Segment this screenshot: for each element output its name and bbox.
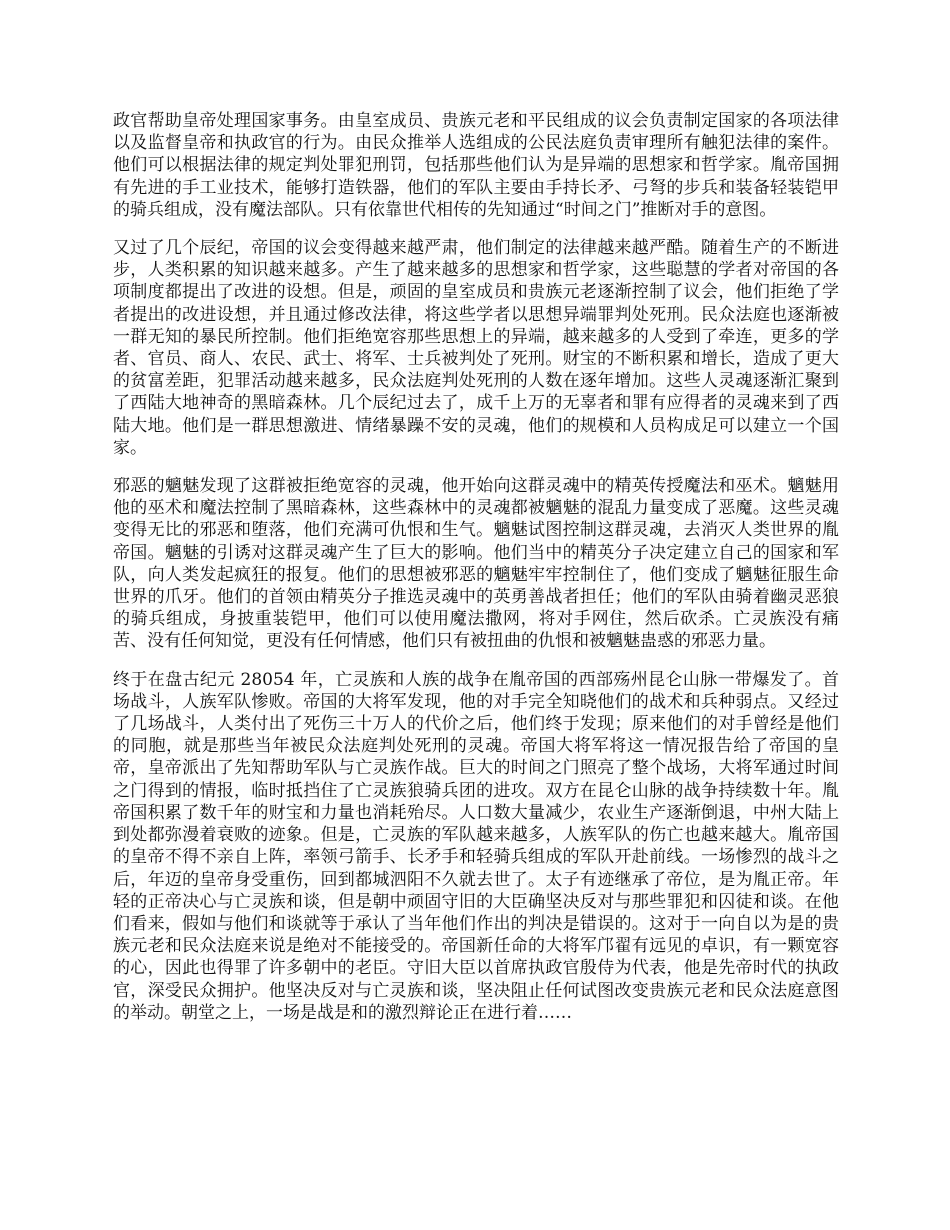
- paragraph-3: 邪恶的魑魅发现了这群被拒绝宽容的灵魂，他开始向这群灵魂中的精英传授魔法和巫术。魑魅用他的巫术和魔法控制了黑暗森林，这些森林中的灵魂都被魑魅的混乱力量变成了恶魔。这些灵魂变得无比的邪恶和堕落，他们充满可仇恨和生气。魑魅试图控制这群灵魂，去消灭人类世界的胤帝国。魑魅的引诱对这群灵魂产生了巨大的影响。他们当中的精英分子决定建立自己的国家和军队，向人类发起疯狂的报复。他们的思想被邪恶的魑魅牢牢控制住了，他们变成了魑魅征服生命世界的爪牙。他们的首领由精英分子推选灵魂中的英勇善战者担任；他们的军队由骑着幽灵恶狼的骑兵组成，身披重装铠甲，他们可以使用魔法撒网，将对手网住，然后砍杀。亡灵族没有痛苦、没有任何知觉，更没有任何情感，他们只有被扭曲的仇恨和被魑魅蛊惑的邪恶力量。: [113, 476, 839, 652]
- paragraph-2: 又过了几个辰纪，帝国的议会变得越来越严肃，他们制定的法律越来越严酷。随着生产的不断进步，人类积累的知识越来越多。产生了越来越多的思想家和哲学家，这些聪慧的学者对帝国的各项制度都提出了改进的设想。但是，顽固的皇室成员和贵族元老逐渐控制了议会，他们拒绝了学者提出的改进设想，并且通过修改法律，将这些学者以思想异端罪判处死刑。民众法庭也逐渐被一群无知的暴民所控制。他们拒绝宽容那些思想上的异端，越来越多的人受到了牵连，更多的学者、官员、商人、农民、武士、将军、士兵被判处了死刑。财宝的不断积累和增长，造成了更大的贫富差距，犯罪活动越来越多，民众法庭判处死刑的人数在逐年增加。这些人灵魂逐渐汇聚到了西陆大地神奇的黑暗森林。几个辰纪过去了，成千上万的无辜者和罪有应得者的灵魂来到了西陆大地。他们是一群思想激进、情绪暴躁不安的灵魂，他们的规模和人员构成足可以建立一个国家。: [113, 238, 839, 458]
- paragraph-4: 终于在盘古纪元 28054 年，亡灵族和人族的战争在胤帝国的西部殇州昆仑山脉一带爆发了。首场战斗，人族军队惨败。帝国的大将军发现，他的对手完全知晓他们的战术和兵种弱点。又经过了几场战斗，人类付出了死伤三十万人的代价之后，他们终于发现；原来他们的对手曾经是他们的同胞，就是那些当年被民众法庭判处死刑的灵魂。帝国大将军将这一情况报告给了帝国的皇帝，皇帝派出了先知帮助军队与亡灵族作战。巨大的时间之门照亮了整个战场，大将军通过时间之门得到的情报，临时抵挡住了亡灵族狼骑兵团的进攻。双方在昆仑山脉的战争持续数十年。胤帝国积累了数千年的财宝和力量也消耗殆尽。人口数大量减少，农业生产逐渐倒退，中州大陆上到处都弥漫着衰败的迹象。但是，亡灵族的军队越来越多，人族军队的伤亡也越来越大。胤帝国的皇帝不得不亲自上阵，率领弓箭手、长矛手和轻骑兵组成的军队开赴前线。一场惨烈的战斗之后，年迈的皇帝身受重伤，回到都城泗阳不久就去世了。太子有迹继承了帝位，是为胤正帝。年轻的正帝决心与亡灵族和谈，但是朝中顽固守旧的大臣确坚决反对与那些罪犯和囚徒和谈。在他们看来，假如与他们和谈就等于承认了当年他们作出的判决是错误的。这对于一向自以为是的贵族元老和民众法庭来说是绝对不能接受的。帝国新任命的大将军邝翟有远见的卓识，有一颗宽容的心，因此也得罪了许多朝中的老臣。守旧大臣以首席执政官殷侍为代表，他是先帝时代的执政官，深受民众拥护。他坚决反对与亡灵族和谈，坚决阻止任何试图改变贵族元老和民众法庭意图的举动。朝堂之上，一场是战是和的激烈辩论正在进行着……: [113, 669, 839, 1023]
- document-page: [113, 110, 839, 1024]
- paragraph-1: 政官帮助皇帝处理国家事务。由皇室成员、贵族元老和平民组成的议会负责制定国家的各项法律以及监督皇帝和执政官的行为。由民众推举人选组成的公民法庭负责审理所有触犯法律的案件。他们可以根据法律的规定判处罪犯刑罚，包括那些他们认为是异端的思想家和哲学家。胤帝国拥有先进的手工业技术，能够打造铁器，他们的军队主要由手持长矛、弓弩的步兵和装备轻装铠甲的骑兵组成，没有魔法部队。只有依靠世代相传的先知通过“时间之门”推断对手的意图。: [113, 111, 839, 220]
